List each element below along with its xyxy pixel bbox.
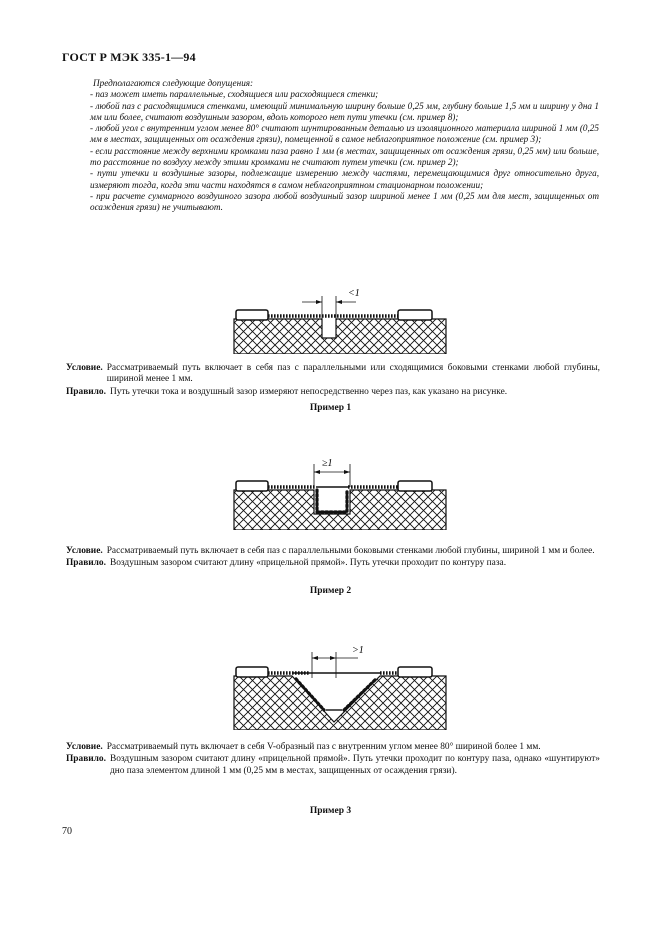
example-3-text xyxy=(66,742,600,777)
right-conductor xyxy=(398,310,432,320)
example-1-caption: Пример 1 xyxy=(309,403,352,413)
right-conductor xyxy=(398,667,432,677)
rule-text: Воздушным зазором считают длину «прицельной прямой». Путь утечки проходит по контуру паза, однако «шунтируют» дно паза элементом длиной 1 мм (0,25 мм в местах, защищенных от осаждения грязи). xyxy=(109,754,600,776)
rule-label: Правило. xyxy=(66,754,106,765)
condition-label: Условие. xyxy=(66,742,103,752)
assumption-item: - любой паз с расходящимися стенками, имеющий минимальную ширину больше 0,25 мм, глубину больше 1,5 мм и ширину у дна 1 мм или более, считают воздушным зазором, вдоль которого нет пути утечки (см. пример 8); xyxy=(90,100,599,122)
arrowhead-icon xyxy=(336,300,342,304)
example-2-caption: Пример 2 xyxy=(309,586,352,596)
example-1-text xyxy=(66,363,600,398)
assumptions-list xyxy=(90,78,599,214)
assumption-item: - если расстояние между верхними кромками паза равно 1 мм (в местах, защищенных от осаждения грязи, 0,25 мм) или больше, то расстояние по воздуху между этими кромками не считают путем утечки (см. пример 2); xyxy=(90,145,599,168)
example-1-diagram xyxy=(230,282,450,354)
assumption-item: - пути утечки и воздушные зазоры, подлежащие измерению между частями, перемещающимися друг относительно друга, измеряют тогда, когда эти части находятся в самом неблагоприятном стационарном положении; xyxy=(90,168,599,190)
condition-text: Рассматриваемый путь включает в себя паз с параллельными боковыми стенками любой глубины, шириной 1 мм и более. xyxy=(106,546,595,556)
assumption-item: - паз может иметь параллельные, сходящиеся или расходящиеся стенки; xyxy=(90,89,379,100)
example-2-text xyxy=(66,546,600,570)
condition-label: Условие. xyxy=(66,546,103,556)
example-3-caption: Пример 3 xyxy=(309,806,352,816)
arrowhead-icon xyxy=(344,470,350,474)
dimension-label: ≥1 xyxy=(322,458,333,469)
arrowhead-icon xyxy=(312,656,318,660)
rule-text: Воздушным зазором считают длину «прицельной прямой». Путь утечки проходит по контуру паза. xyxy=(109,558,507,569)
left-conductor xyxy=(236,667,268,677)
left-conductor xyxy=(236,481,268,491)
right-conductor xyxy=(398,481,432,491)
assumptions-intro: Предполагаются следующие допущения: xyxy=(93,78,254,88)
dimension-label: <1 xyxy=(348,288,360,299)
page-number: 70 xyxy=(62,826,72,837)
arrowhead-icon xyxy=(314,470,320,474)
rule-text: Путь утечки тока и воздушный зазор измеряют непосредственно через паз, как указано на рисунке. xyxy=(109,386,508,397)
arrowhead-icon xyxy=(330,656,336,660)
assumption-item: - при расчете суммарного воздушного зазора любой воздушный зазор шириной менее 1 мм (0,25 мм для мест, защищенных от осаждения грязи) не учитывают. xyxy=(90,190,599,213)
assumption-item: - любой угол с внутренним углом менее 80° считают шунтированным деталью из изоляционного материала шириной 1 мм (0,25 мм в местах, защищенных от осаждения грязи), помещенной в самое неблагоприятное положение (см. пример 3); xyxy=(90,123,599,145)
rule-label: Правило. xyxy=(66,558,106,569)
insulation-base xyxy=(234,319,446,354)
example-3-diagram xyxy=(230,640,450,730)
arrowhead-icon xyxy=(316,300,322,304)
document-header: ГОСТ Р МЭК 335-1—94 xyxy=(62,50,196,64)
example-2-diagram xyxy=(230,452,450,530)
condition-text: Рассматриваемый путь включает в себя паз с параллельными или сходящимися боковыми стенками любой глубины, шириной менее 1 мм. xyxy=(106,363,600,385)
dimension-label: >1 xyxy=(352,645,364,656)
insulation-base xyxy=(234,490,446,530)
condition-label: Условие. xyxy=(66,363,103,373)
rule-label: Правило. xyxy=(66,386,106,397)
insulation-base xyxy=(234,676,446,730)
left-conductor xyxy=(236,310,268,320)
groove-contour-path xyxy=(317,490,347,512)
condition-text: Рассматриваемый путь включает в себя V-образный паз с внутренним углом менее 80° шириной более 1 мм. xyxy=(106,742,541,752)
